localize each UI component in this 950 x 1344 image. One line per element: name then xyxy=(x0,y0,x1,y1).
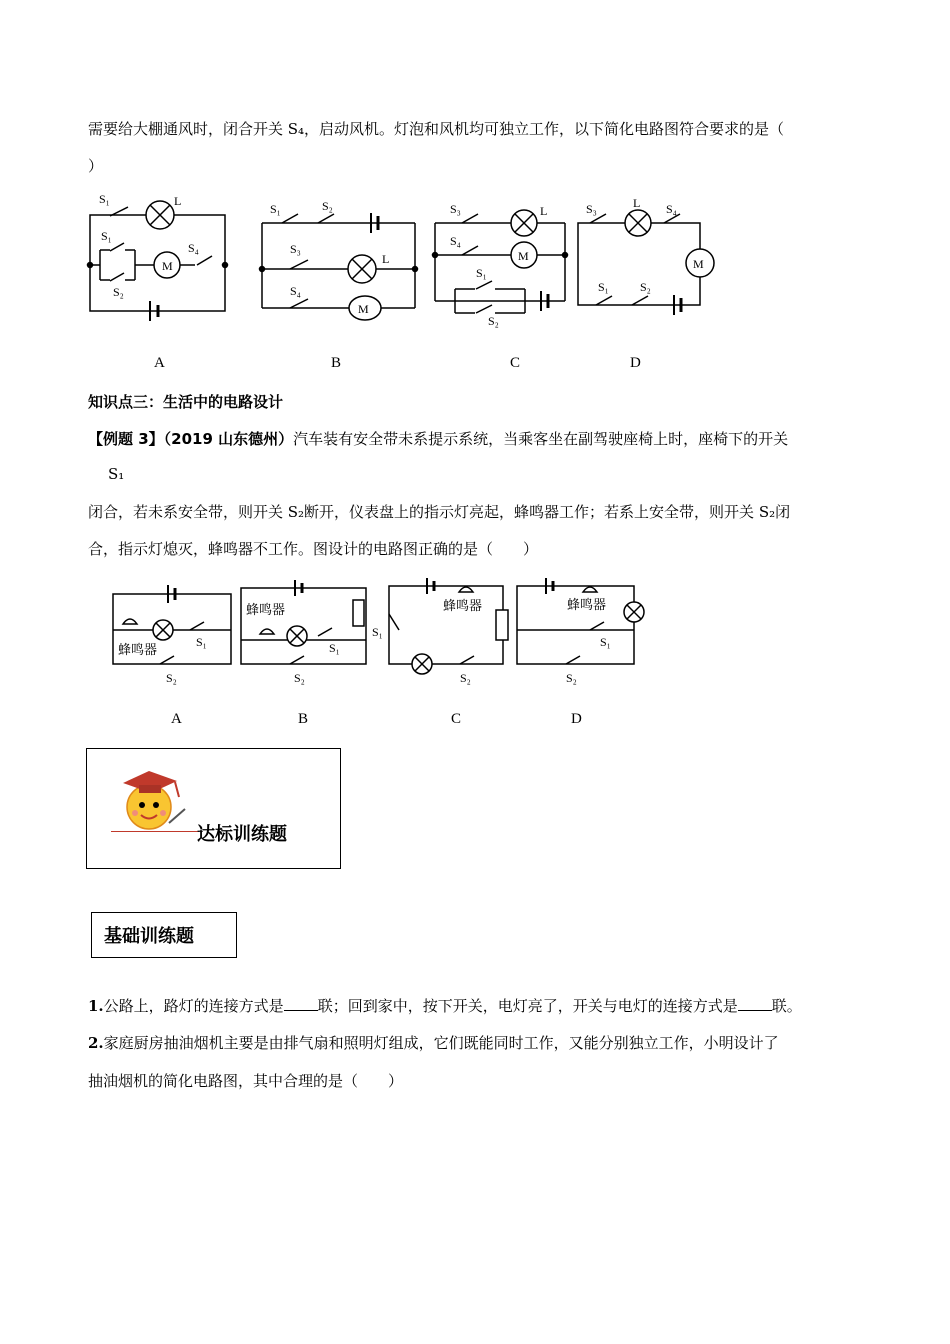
svg-text:S₄: S₄ xyxy=(450,234,461,248)
svg-text:S₁: S₁ xyxy=(270,202,281,216)
circuit-diagram-b xyxy=(260,199,418,320)
svg-text:S₃: S₃ xyxy=(450,202,461,216)
svg-text:M: M xyxy=(358,302,369,316)
svg-text:M: M xyxy=(518,249,529,263)
svg-text:S₁: S₁ xyxy=(196,635,207,649)
svg-text:S₂: S₂ xyxy=(640,280,651,294)
circuit-diagram-a xyxy=(88,192,228,321)
buzzer-circuit-b xyxy=(241,580,366,685)
option-label-a: A xyxy=(154,355,165,371)
question-number: 2. xyxy=(88,1034,104,1052)
buzzer-label: 蜂鸣器 xyxy=(443,599,483,614)
svg-text:S₁: S₁ xyxy=(329,641,340,655)
svg-text:S₃: S₃ xyxy=(290,242,301,256)
question-2-line: 抽油烟机的简化电路图，其中合理的是（ ） xyxy=(88,1072,404,1090)
svg-text:S₃: S₃ xyxy=(586,202,597,216)
buzzer-circuit-a xyxy=(113,585,231,685)
answer-blank[interactable] xyxy=(738,996,772,1011)
svg-text:L: L xyxy=(633,196,641,210)
question-text: 联；回到家中，按下开关，电灯亮了，开关与电灯的连接方式是 xyxy=(317,997,738,1015)
svg-text:S₂: S₂ xyxy=(294,671,305,685)
svg-text:S₁: S₁ xyxy=(372,625,383,639)
basic-training-heading xyxy=(91,912,237,958)
svg-text:S₂: S₂ xyxy=(322,199,333,213)
svg-text:S₁: S₁ xyxy=(101,229,112,243)
svg-text:S₂: S₂ xyxy=(460,671,471,685)
answer-blank[interactable] xyxy=(284,996,318,1011)
option-label-d: D xyxy=(571,711,582,727)
example-3-line: 合，指示灯熄灭，蜂鸣器不工作。图设计的电路图正确的是（ ） xyxy=(88,540,539,558)
svg-text:S₄: S₄ xyxy=(188,241,199,255)
circuit-figure-1 xyxy=(0,185,950,335)
svg-text:S₁: S₁ xyxy=(600,635,611,649)
question-2 xyxy=(88,1033,779,1053)
buzzer-circuit-c xyxy=(372,578,508,685)
svg-text:S₂: S₂ xyxy=(488,314,499,328)
circuit-diagram-c xyxy=(433,202,568,328)
option-label-d: D xyxy=(630,355,641,371)
buzzer-circuit-d xyxy=(517,578,644,685)
option-label-b: B xyxy=(331,355,342,371)
svg-text:S₁: S₁ xyxy=(476,266,487,280)
option-label-b: B xyxy=(298,711,309,727)
basic-training-title: 基础训练题 xyxy=(104,926,194,947)
buzzer-label: 蜂鸣器 xyxy=(118,643,158,658)
svg-text:S₂: S₂ xyxy=(166,671,177,685)
svg-text:M: M xyxy=(162,259,173,273)
svg-text:S₂: S₂ xyxy=(566,671,577,685)
option-label-a: A xyxy=(171,711,182,727)
question-text-line: ） xyxy=(88,157,104,175)
question-number: 1. xyxy=(88,997,104,1015)
svg-text:L: L xyxy=(174,194,182,208)
question-text-line: 需要给大棚通风时，闭合开关 S₄，启动风机。灯泡和风机均可独立工作，以下简化电路图符合要求的是（ xyxy=(88,120,785,138)
svg-text:L: L xyxy=(540,204,548,218)
example-3-line: S₁ xyxy=(108,465,125,483)
mascot-icon xyxy=(113,761,193,839)
question-1 xyxy=(88,996,802,1016)
example-tag: 【例题 3】（2019 山东德州） xyxy=(88,430,294,448)
banner-title: 达标训练题 xyxy=(197,824,287,845)
training-banner xyxy=(86,748,341,869)
example-text: 汽车装有安全带未系提示系统，当乘客坐在副驾驶座椅上时，座椅下的开关 xyxy=(293,430,789,448)
example-3-line: 闭合，若未系安全带，则开关 S₂断开，仪表盘上的指示灯亮起，蜂鸣器工作；若系上安全带，则开关 S₂闭 xyxy=(88,503,791,521)
question-text: 公路上，路灯的连接方式是 xyxy=(103,997,284,1015)
svg-text:S₁: S₁ xyxy=(598,280,609,294)
svg-text:L: L xyxy=(382,252,390,266)
buzzer-label: 蜂鸣器 xyxy=(567,598,607,613)
banner-rule xyxy=(111,831,199,832)
option-label-c: C xyxy=(451,711,462,727)
option-label-c: C xyxy=(510,355,521,371)
example-3-line xyxy=(88,429,788,449)
svg-text:S₄: S₄ xyxy=(290,284,301,298)
circuit-figure-2 xyxy=(0,578,950,698)
svg-text:S₂: S₂ xyxy=(113,285,124,299)
svg-text:S₁: S₁ xyxy=(99,192,110,206)
svg-text:M: M xyxy=(693,257,704,271)
svg-text:S₄: S₄ xyxy=(666,202,677,216)
section-heading: 知识点三：生活中的电路设计 xyxy=(88,393,284,411)
buzzer-label: 蜂鸣器 xyxy=(246,603,286,618)
circuit-diagram-d xyxy=(578,196,714,315)
question-text: 家庭厨房抽油烟机主要是由排气扇和照明灯组成，它们既能同时工作，又能分别独立工作，小明设计了 xyxy=(103,1034,779,1052)
question-text: 联。 xyxy=(771,997,802,1015)
